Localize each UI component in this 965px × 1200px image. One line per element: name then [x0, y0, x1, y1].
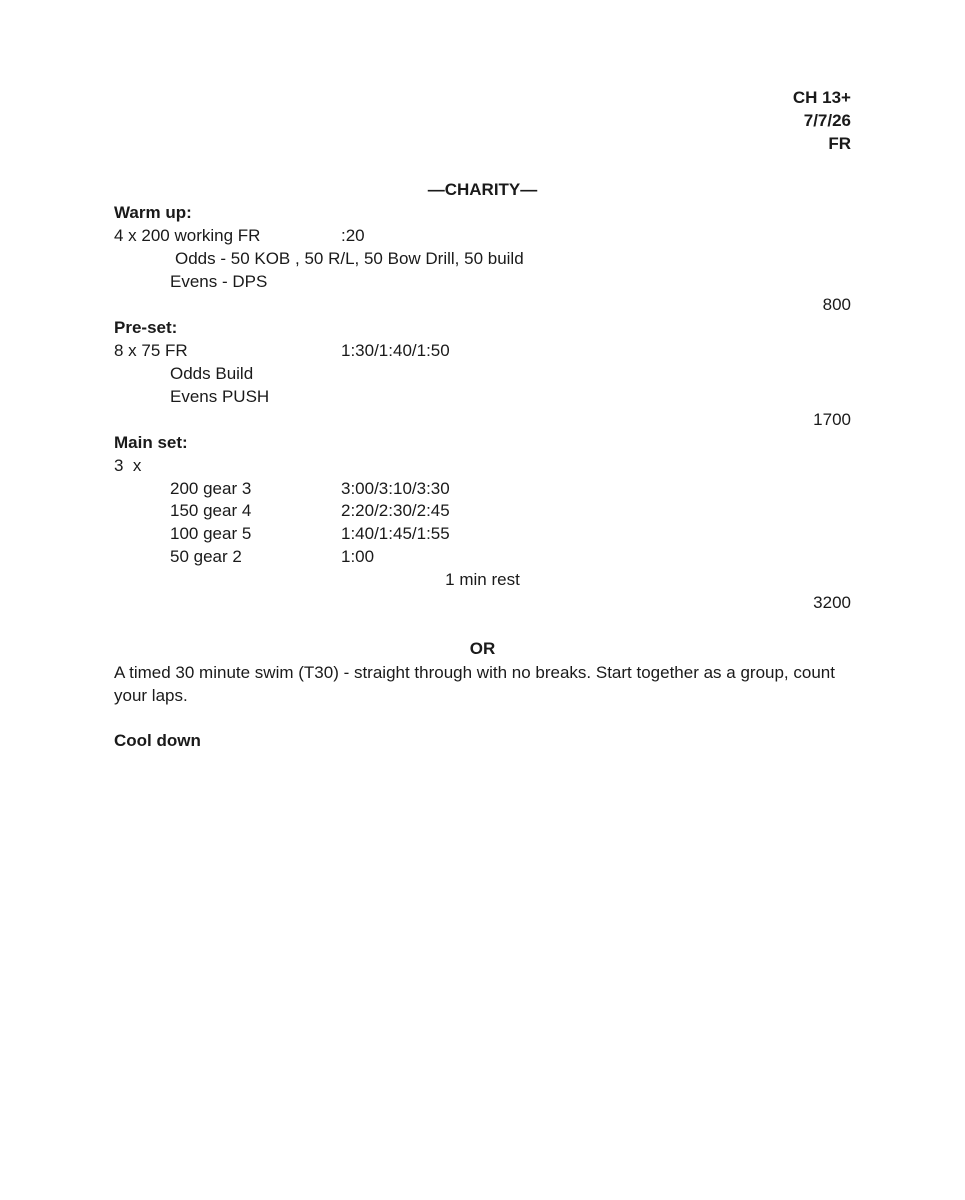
mainset-heading: Main set: — [114, 433, 188, 452]
or-divider-label: OR — [469, 639, 496, 658]
mainset-rest: 1 min rest — [445, 570, 520, 589]
preset-odds: Odds Build — [170, 364, 254, 383]
stroke-label: FR — [828, 134, 851, 153]
mainset-row-set: 150 gear 4 — [170, 501, 252, 520]
warmup-odds: Odds - 50 KOB , 50 R/L, 50 Bow Drill, 50 build — [175, 249, 524, 268]
warmup-evens: Evens - DPS — [170, 272, 268, 291]
mainset-row-interval: 1:00 — [341, 547, 375, 566]
mainset-row-set: 50 gear 2 — [170, 547, 242, 566]
mainset-row-set: 200 gear 3 — [170, 479, 252, 498]
preset-set: 8 x 75 FR — [114, 341, 188, 360]
date-label: 7/7/26 — [803, 111, 851, 130]
warmup-interval: :20 — [341, 226, 365, 245]
preset-interval: 1:30/1:40/1:50 — [341, 341, 450, 360]
warmup-total: 800 — [822, 295, 851, 314]
preset-evens: Evens PUSH — [170, 387, 270, 406]
group-label: CH 13+ — [792, 88, 851, 107]
mainset-row-interval: 2:20/2:30/2:45 — [341, 501, 450, 520]
cooldown-heading: Cool down — [114, 731, 201, 750]
mainset-total: 3200 — [813, 593, 851, 612]
t30-description: A timed 30 minute swim (T30) - straight through with no breaks. Start together as a group, count your laps. — [114, 663, 835, 705]
preset-heading: Pre-set: — [114, 318, 178, 337]
warmup-heading: Warm up: — [114, 203, 192, 222]
warmup-set: 4 x 200 working FR — [114, 226, 261, 245]
mainset-rounds: 3 x — [114, 456, 142, 475]
page-title: —CHARITY— — [427, 180, 538, 199]
mainset-row-interval: 1:40/1:45/1:55 — [341, 524, 450, 543]
mainset-row-set: 100 gear 5 — [170, 524, 252, 543]
mainset-row-interval: 3:00/3:10/3:30 — [341, 479, 450, 498]
preset-total: 1700 — [813, 410, 851, 429]
